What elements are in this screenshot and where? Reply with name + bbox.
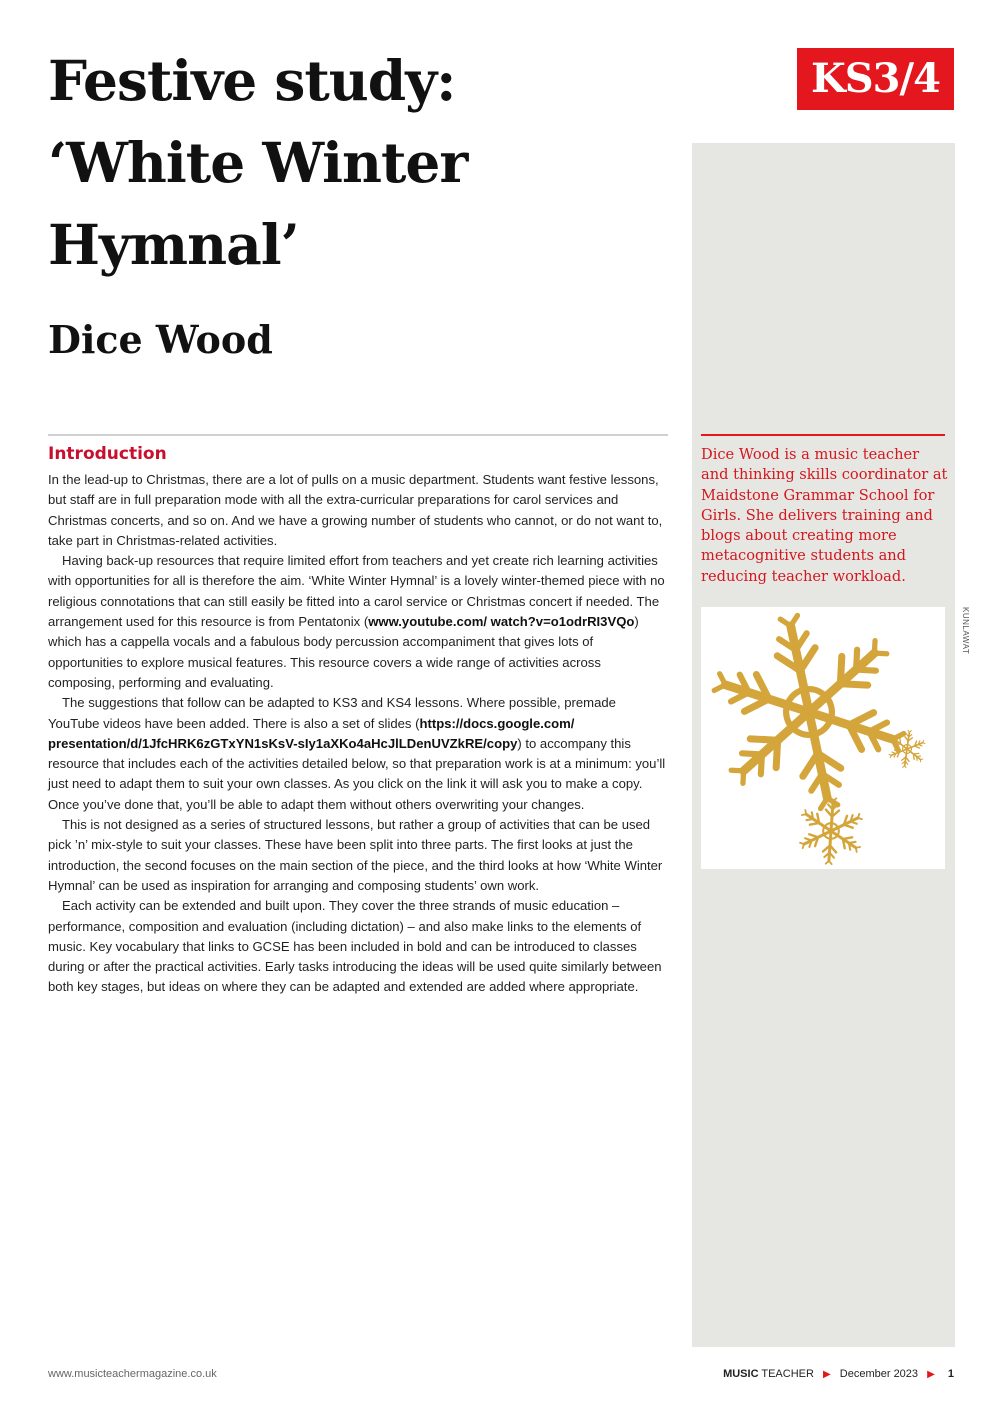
- author-bio: Dice Wood is a music teacher and thinking skills coordinator at Maidstone Grammar School for Girls. She delivers training and blogs about creating more metacognitive students and reducing teacher workload.: [701, 446, 948, 585]
- footer-masthead: [723, 1368, 954, 1380]
- level-badge: KS3/4: [797, 48, 954, 110]
- slides-link[interactable]: https://docs.google.com/ presentation/d/1JfcHRK6zGTxYN1sKsV-sIy1aXKo4aHcJlLDenUVZkRE/copy: [48, 715, 575, 751]
- title-line: ‘White Winter: [48, 130, 468, 195]
- author-name: Dice Wood: [48, 317, 273, 362]
- paragraph: In the lead-up to Christmas, there are a lot of pulls on a music department. Students want festive lessons, but staff are in full preparation mode with all the extra-curricular preparations for carol services and Christmas concerts, and so on. And we have a growing number of students who cannot, or do not want to, take part in Christmas-related activities.: [48, 472, 663, 548]
- issue-date: December 2023: [839, 1368, 919, 1380]
- brand-rest: TEACHER: [758, 1368, 814, 1380]
- bio-divider: [701, 434, 945, 436]
- footer-url[interactable]: www.musicteachermagazine.co.uk: [48, 1368, 217, 1380]
- arrow-right-icon: ▶: [927, 1369, 935, 1380]
- paragraph: Each activity can be extended and built upon. They cover the three strands of music education – performance, composition and evaluation (including dictation) – and also make links to the elements of music. Key vocabulary that links to GCSE has been included in bold and can be introduced to classes during or after the practical activities. Early tasks introducing the ideas will be used quite similarly between both key stages, but ideas on where they can be adapted and extended are added where appropriate.: [48, 898, 662, 995]
- article-title: [48, 40, 668, 286]
- article-body: [48, 470, 670, 998]
- title-line: Hymnal’: [48, 212, 299, 277]
- snowflakes-icon: [701, 607, 945, 869]
- image-credit: KUNLAWAT: [961, 607, 970, 655]
- section-heading: Introduction: [48, 444, 167, 464]
- paragraph: Having back-up resources that require limited effort from teachers and yet create rich learning activities with opportunities for all is therefore the aim. ‘White Winter Hymnal’ is a lovely winter-themed piece with no religious connotations that can still easily be fitted into a carol service or Christmas concert if needed. The arrangement used for this resource is from Pentatonix (www.youtube.com/ watch?v=o1odrRI3VQo) which has a cappella vocals and a fabulous body percussion accompaniment that gives lots of opportunities to explore musical features. This resource covers a wide range of activities across composing, performing and evaluating.: [48, 553, 665, 690]
- brand-bold: MUSIC: [723, 1368, 759, 1380]
- arrow-right-icon: ▶: [823, 1369, 831, 1380]
- snowflakes-image: [701, 607, 945, 869]
- page-number: 1: [947, 1368, 954, 1380]
- paragraph: The suggestions that follow can be adapted to KS3 and KS4 lessons. Where possible, premade YouTube videos have been added. There is also a set of slides (https://docs.google.com/ presentation/d/1JfcHRK6zGTxYN1sKsV-sIy1aXKo4aHcJlLDenUVZkRE/copy) to accompany this resource that includes each of the activities detailed below, so that preparation work is at a minimum: you’ll just need to adapt them to suit your own classes. As you click on the link it will ask you to make a copy. Once you’ve done that, you’ll be able to adapt them without others overwriting your changes.: [48, 695, 666, 812]
- paragraph: This is not designed as a series of structured lessons, but rather a group of activities that can be used pick ’n’ mix-style to suit your classes. These have been split into three parts. The first looks at just the introduction, the second focuses on the main section of the piece, and the third looks at how ‘White Winter Hymnal’ can be used as inspiration for arranging and composing students’ own work.: [48, 817, 663, 893]
- title-line: Festive study:: [48, 48, 456, 113]
- section-divider: [48, 434, 668, 436]
- youtube-link[interactable]: www.youtube.com/ watch?v=o1odrRI3VQo: [368, 614, 635, 630]
